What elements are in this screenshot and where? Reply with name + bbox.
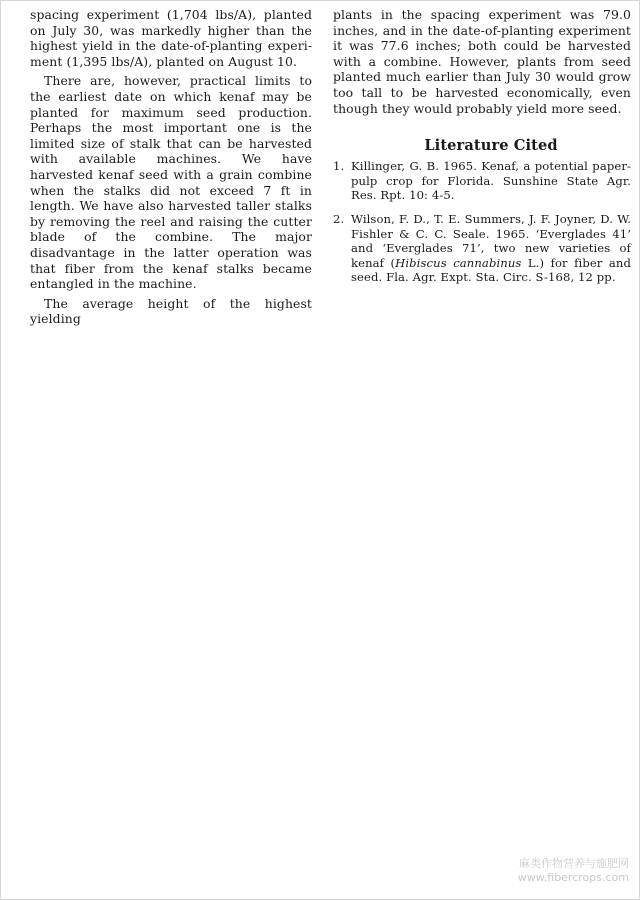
paragraph-average-height: The average height of the highest yielding — [30, 295, 312, 327]
watermark-title: 麻类作物营养与施肥网 — [519, 857, 629, 870]
species-name: Hibiscus cannabinus — [395, 255, 522, 270]
reference-list — [333, 159, 631, 285]
reference-text-part: Wilson, F. D., T. E. Summers, J. F. Joyner, D. W. Fishler & C. C. Seale. 1965. ‘Everglades 41’ and ‘Everglades 71’, two new varieties of kenaf ( — [351, 211, 631, 270]
site-watermark — [518, 857, 629, 885]
right-column — [333, 7, 631, 294]
watermark-url: www.fibercrops.com — [517, 871, 629, 884]
paragraph-continued: spacing experiment (1,704 lbs/A), planted on July 30, was markedly higher than the highest yield in the date-of-planting experiment (1,395 lbs/A), planted on August 10. — [30, 7, 312, 69]
reference-text — [351, 212, 631, 285]
literature-cited-heading: Literature Cited — [424, 137, 558, 155]
left-column — [30, 7, 312, 327]
reference-number: 1. — [333, 159, 345, 174]
paragraph-plants-height: plants in the spacing experiment was 79.0 inches, and in the date-of-planting experiment it was 77.6 inches; both could be harvested with a combine. However, plants from seed planted much earlier than July 30 would grow too tall to be harvested economically, even though they would probably yield more seed. — [333, 7, 631, 116]
reference-text: Killinger, G. B. 1965. Kenaf, a potential paper-pulp crop for Florida. Sunshine State Agr. Res. Rpt. 10: 4-5. — [351, 159, 631, 203]
paragraph-practical-limits: There are, however, practical limits to the earliest date on which kenaf may be planted for maximum seed production. Perhaps the most important one is the limited size of stalk that can be harvested with available machines. We have harvested kenaf seed with a grain combine when the stalks did not exceed 7 ft in length. We have also harvested taller stalks by removing the reel and raising the cutter blade of the combine. The major disadvantage in the latter operation was that fiber from the kenaf stalks became entangled in the machine. — [30, 73, 312, 292]
reference-item — [333, 212, 631, 285]
reference-number: 2. — [333, 211, 345, 226]
reference-item — [333, 159, 631, 203]
reference-text-part: L.) for fiber and seed. Fla. Agr. Expt. Sta. Circ. S-168, 12 pp. — [351, 255, 632, 285]
